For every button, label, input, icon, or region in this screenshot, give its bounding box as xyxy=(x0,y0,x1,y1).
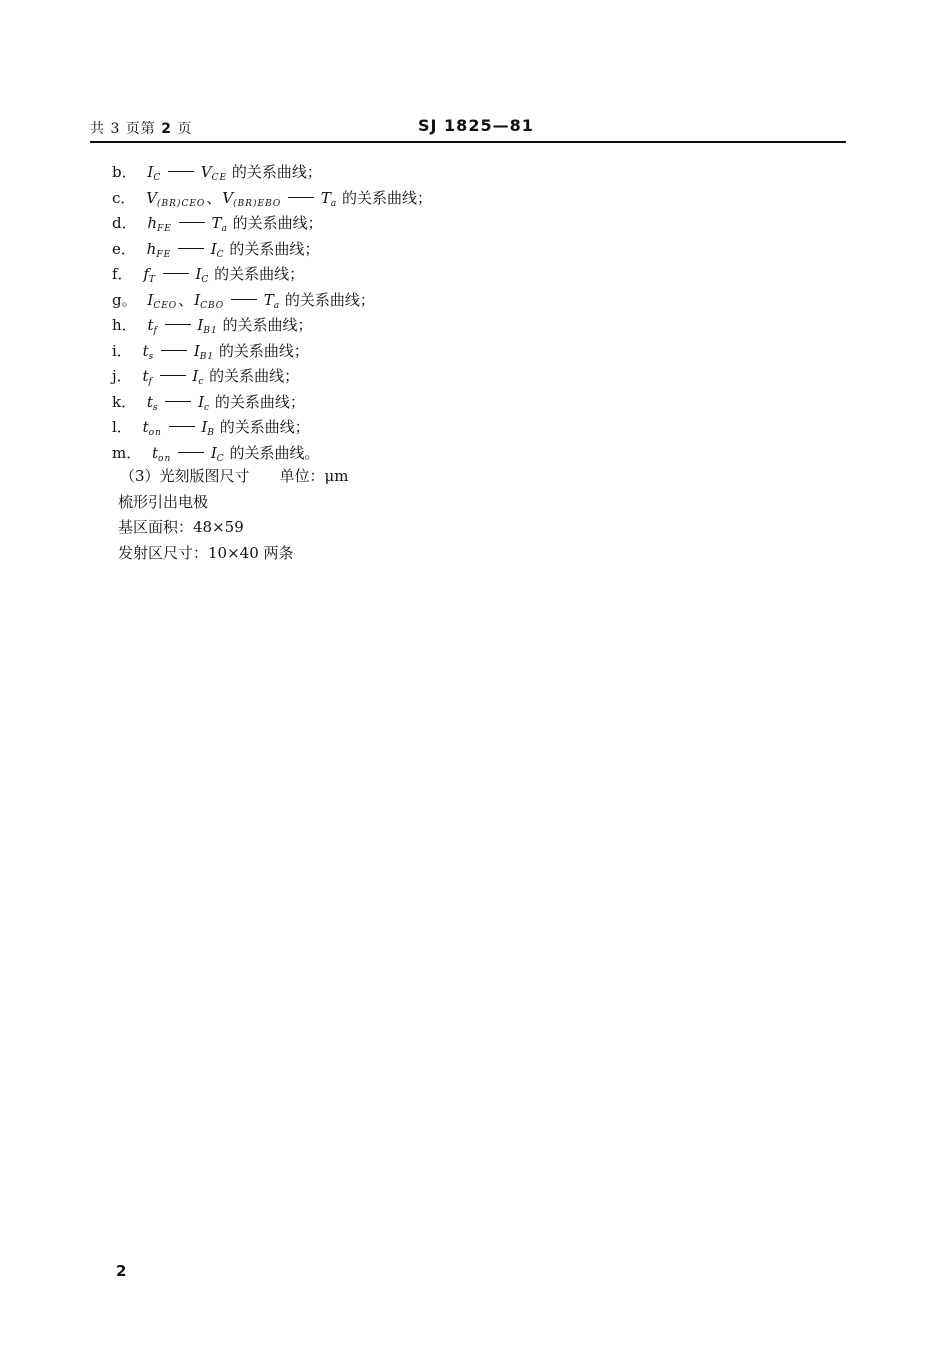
curve-item-f: f． $f_T$ $I_C$ 的关系曲线； xyxy=(112,265,305,285)
curve-item-g: g。 $I_{CEO}$、$I_{CBO}$ $T_a$ 的关系曲线； xyxy=(112,290,375,311)
page-info-suffix: 页 xyxy=(177,121,193,137)
curve-item-m: m． $t_{on}$ $I_C$ 的关系曲线。 xyxy=(112,443,320,464)
dash xyxy=(178,248,204,249)
section-3-title-line xyxy=(118,464,349,490)
dash xyxy=(288,197,314,198)
header-rule xyxy=(90,141,846,143)
section-3 xyxy=(118,464,349,566)
page-info-current: 2 xyxy=(161,121,173,137)
section-3-title: （3）光刻版图尺寸 xyxy=(120,467,250,485)
curve-list xyxy=(112,160,432,466)
dash xyxy=(231,299,257,300)
curve-item-j: j． $t_f$ $I_c$ 的关系曲线； xyxy=(112,367,300,387)
curve-item-l: l． $t_{on}$ $I_B$ 的关系曲线； xyxy=(112,418,310,438)
dash xyxy=(160,375,186,376)
section-3-unit: 单位：μm xyxy=(279,467,349,485)
dash xyxy=(178,452,204,453)
standard-code: SJ 1825—81 xyxy=(418,116,534,135)
dash xyxy=(169,426,195,427)
dash xyxy=(165,324,191,325)
dash xyxy=(161,350,187,351)
curve-item-b: b． $I_C$ $V_{CE}$ 的关系曲线； xyxy=(112,163,322,183)
page-info-prefix: 共 3 页第 xyxy=(90,121,156,137)
curve-item-h: h． $t_f$ $I_{B1}$ 的关系曲线； xyxy=(112,316,313,336)
curve-item-d: d． $h_{FE}$ $T_a$ 的关系曲线； xyxy=(112,214,323,234)
curve-item-k: k． $t_s$ $I_c$ 的关系曲线； xyxy=(112,392,305,413)
electrode-text: 梳形引出电极 xyxy=(118,492,209,511)
dash xyxy=(163,273,189,274)
page-info xyxy=(90,118,192,138)
curve-item-c: c． $V_{(BR)CEO}$、$V_{(BR)EBO}$ $T_a$ 的关系曲线； xyxy=(112,188,433,209)
base-area-text: 基区面积：48×59 xyxy=(118,518,244,536)
dash xyxy=(168,171,194,172)
dash xyxy=(179,222,205,223)
emitter-size-text: 发射区尺寸：10×40 两条 xyxy=(118,543,294,562)
page-number: 2 xyxy=(116,1262,127,1280)
dash xyxy=(165,401,191,402)
curve-item-i: i． $t_s$ $I_{B1}$ 的关系曲线； xyxy=(112,341,309,362)
curve-item-e: e． $h_{FE}$ $I_C$ 的关系曲线； xyxy=(112,239,320,260)
